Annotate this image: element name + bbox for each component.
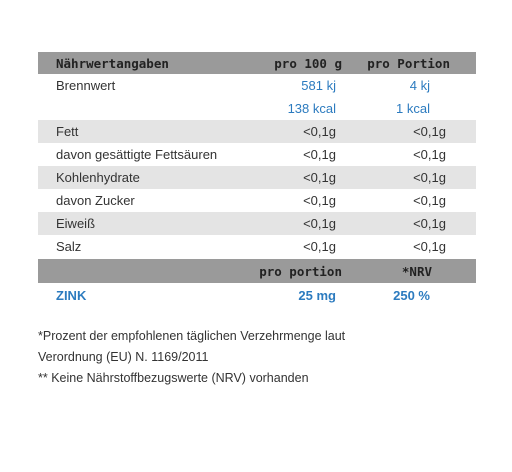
- row-value-100g: <0,1g: [303, 170, 336, 185]
- footnote-line-2: Verordnung (EU) N. 1169/2011: [38, 350, 209, 364]
- row-value-portion: <0,1g: [413, 147, 446, 162]
- row-value-100g: <0,1g: [303, 147, 336, 162]
- row-label: Fett: [56, 124, 79, 139]
- row-value-portion: <0,1g: [413, 124, 446, 139]
- header-per-portion: pro Portion: [367, 55, 450, 71]
- table-row-energy-kcal: [38, 97, 476, 120]
- row-label: davon Zucker: [56, 193, 135, 208]
- table-row: [38, 166, 476, 189]
- row-label: Salz: [56, 239, 82, 254]
- table-row: [38, 235, 476, 258]
- table-subheader: [38, 259, 476, 283]
- table-row: [38, 212, 476, 235]
- table-row-energy-kj: [38, 74, 476, 97]
- row-label: Kohlenhydrate: [56, 170, 140, 185]
- energy-kj-100g: 581 kj: [301, 78, 336, 93]
- footnote-line-1: *Prozent der empfohlenen täglichen Verzehrmenge laut: [38, 329, 346, 343]
- header-per-100g: pro 100 g: [274, 55, 342, 71]
- subheader-per-portion: pro portion: [259, 263, 342, 279]
- table-header: [38, 52, 476, 74]
- zink-label: ZINK: [56, 288, 87, 303]
- row-value-portion: <0,1g: [413, 193, 446, 208]
- energy-kj-portion: 4 kj: [409, 78, 430, 93]
- row-value-portion: <0,1g: [413, 216, 446, 231]
- footnote-line-3: ** Keine Nährstoffbezugswerte (NRV) vorhanden: [38, 371, 309, 385]
- zink-nrv: 250 %: [393, 288, 430, 303]
- table-row-zink: [38, 283, 476, 308]
- row-value-100g: <0,1g: [303, 216, 336, 231]
- header-label: Nährwertangaben: [56, 55, 169, 71]
- row-value-portion: <0,1g: [413, 170, 446, 185]
- table-row: [38, 189, 476, 212]
- subheader-nrv: *NRV: [401, 263, 432, 279]
- footnotes: [38, 326, 478, 389]
- energy-kcal-100g: 138 kcal: [287, 101, 336, 116]
- zink-amount: 25 mg: [298, 288, 336, 303]
- row-value-100g: <0,1g: [303, 124, 336, 139]
- energy-kcal-portion: 1 kcal: [396, 101, 430, 116]
- row-value-portion: <0,1g: [413, 239, 446, 254]
- row-label: Brennwert: [56, 78, 116, 93]
- row-label: davon gesättigte Fettsäuren: [56, 147, 218, 162]
- row-label: Eiweiß: [56, 216, 96, 231]
- nutrition-table: [38, 52, 476, 308]
- row-value-100g: <0,1g: [303, 193, 336, 208]
- table-row: [38, 120, 476, 143]
- table-row: [38, 143, 476, 166]
- row-value-100g: <0,1g: [303, 239, 336, 254]
